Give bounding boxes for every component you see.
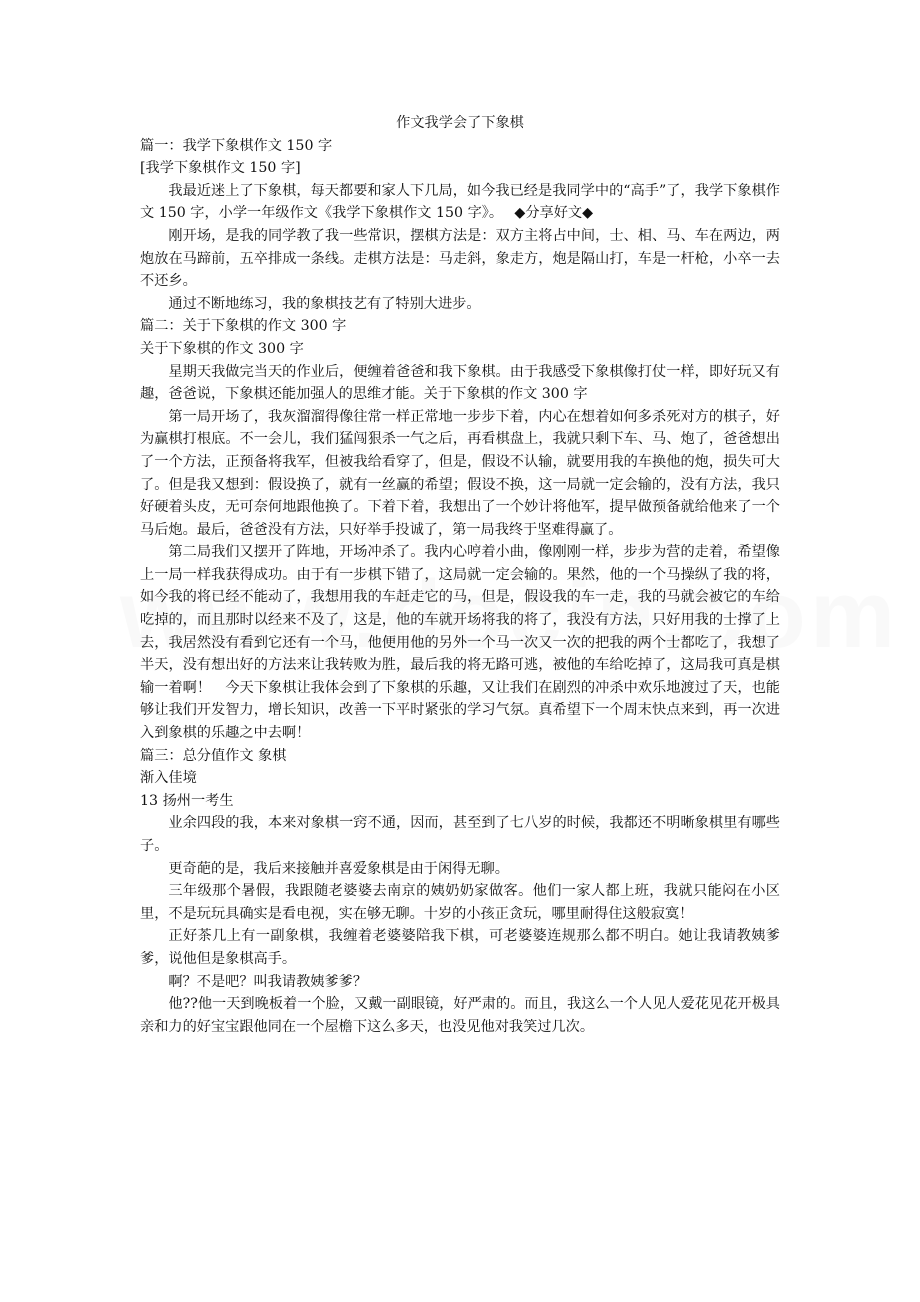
document-page	[140, 112, 780, 1038]
section-2-heading: 篇二：关于下象棋的作文 300 字	[140, 318, 347, 335]
section-1-subheading: [我学下象棋作文 150 字]	[140, 160, 301, 177]
section-3-paragraph: 啊？不是吧？叫我请教姨爹爹？	[168, 973, 368, 990]
section-1-paragraph	[140, 180, 780, 225]
paragraph-text: 我最近迷上了下象棋，每天都要和家人下几局，如今我已经是我同学中的“高手”了，我学下象棋作文 150 字，小学一年级作文《我学下象棋作文 150 字》。	[140, 182, 780, 222]
document-title: 作文我学会了下象棋	[396, 115, 524, 131]
section-1-heading: 篇一：我学下象棋作文 150 字	[140, 137, 333, 154]
section-2-subheading: 关于下象棋的作文 300 字	[140, 340, 304, 357]
section-3-paragraph: 正好茶几上有一副象棋，我缠着老婆婆陪我下棋，可老婆婆连规那么都不明白。她让我请教姨爹爹，说他但是象棋高手。	[140, 928, 780, 967]
section-3-paragraph: 业余四段的我，本来对象棋一窍不通，因而，甚至到了七八岁的时候，我都还不明晰象棋里有哪些子。	[140, 815, 780, 854]
section-2-paragraph: 第二局我们又摆开了阵地，开场冲杀了。我内心哼着小曲，像刚刚一样，步步为营的走着，希望像上一局一样我获得成功。由于有一步棋下错了，这局就一定会输的。果然，他的一个马操纵了我的将，如今我的将已经不能动了，我想用我的车赶走它的马，但是，假设我的车一走，我的马就会被它的车给吃掉的，而且那时以经来不及了，这是，他的车就开场将我的将了，我没有方法，只好用我的士撑了上去，我居然没有看到它还有一个马，他便用他的另外一个马一次又一次的把我的两个士都吃了，我想了半天，没有想出好的方法来让我转败为胜，最后我的将无路可逃，被他的车给吃掉了，这局我可真是棋输一着啊！ 今天下象棋让我体会到了下象棋的乐趣，又让我们在剧烈的冲杀中欢乐地渡过了天，也能够让我们开发智力，增长知识，改善一下平时紧张的学习气氛。真希望下一个周末快点来到，再一次进入到象棋的乐趣之中去啊！	[140, 544, 780, 742]
section-3-subheading: 渐入佳境	[140, 770, 197, 787]
section-2-paragraph: 星期天我做完当天的作业后，便缠着爸爸和我下象棋。由于我感受下象棋像打仗一样，即好玩又有趣，爸爸说，下象棋还能加强人的思维才能。关于下象棋的作文 300 字	[140, 363, 780, 403]
section-3-heading: 篇三：总分值作文 象棋	[140, 747, 287, 764]
section-3-author: 13 扬州一考生	[140, 792, 234, 809]
section-2-paragraph: 第一局开场了，我灰溜溜得像往常一样正常地一步步下着，内心在想着如何多杀死对方的棋子，好为赢棋打根底。不一会儿，我们猛闯狠杀一气之后，再看棋盘上，我就只剩下车、马、炮了，爸爸想出了一个方法，正预备将我军，但被我给看穿了，但是，假设不认输，就要用我的车换他的炮，损失可大了。但是我又想到：假设换了，就有一丝赢的希望；假设不换，这一局就一定会输的，没有方法，我只好硬着头皮，无可奈何地跟他换了。下着下着，我想出了一个妙计将他军，提早做预备就给他来了一个马后炮。最后，爸爸没有方法，只好举手投诚了，第一局我终于坚难得赢了。	[140, 408, 780, 538]
share-note: ◆分享好文◆	[514, 205, 593, 222]
section-1-paragraph: 通过不断地练习，我的象棋技艺有了特别大进步。	[168, 295, 481, 312]
section-3-paragraph: 三年级那个暑假，我跟随老婆婆去南京的姨奶奶家做客。他们一家人都上班，我就只能闷在小区里，不是玩玩具确实是看电视，实在够无聊。十岁的小孩正贪玩，哪里耐得住这般寂寞！	[140, 883, 780, 922]
section-3-paragraph: 更奇葩的是，我后来接触并喜爱象棋是由于闲得无聊。	[168, 860, 509, 877]
section-3-paragraph: 他??他一天到晚板着一个脸，又戴一副眼镜，好严肃的。而且，我这么一个人见人爱花见花开极具亲和力的好宝宝跟他同在一个屋檐下这么多天，也没见他对我笑过几次。	[140, 996, 780, 1035]
section-1-paragraph: 刚开场，是我的同学教了我一些常识，摆棋方法是：双方主将占中间，士、相、马、车在两边，两炮放在马蹄前，五卒排成一条线。走棋方法是：马走斜，象走方，炮是隔山打，车是一杆枪，小卒一去不还乡。	[140, 227, 780, 290]
